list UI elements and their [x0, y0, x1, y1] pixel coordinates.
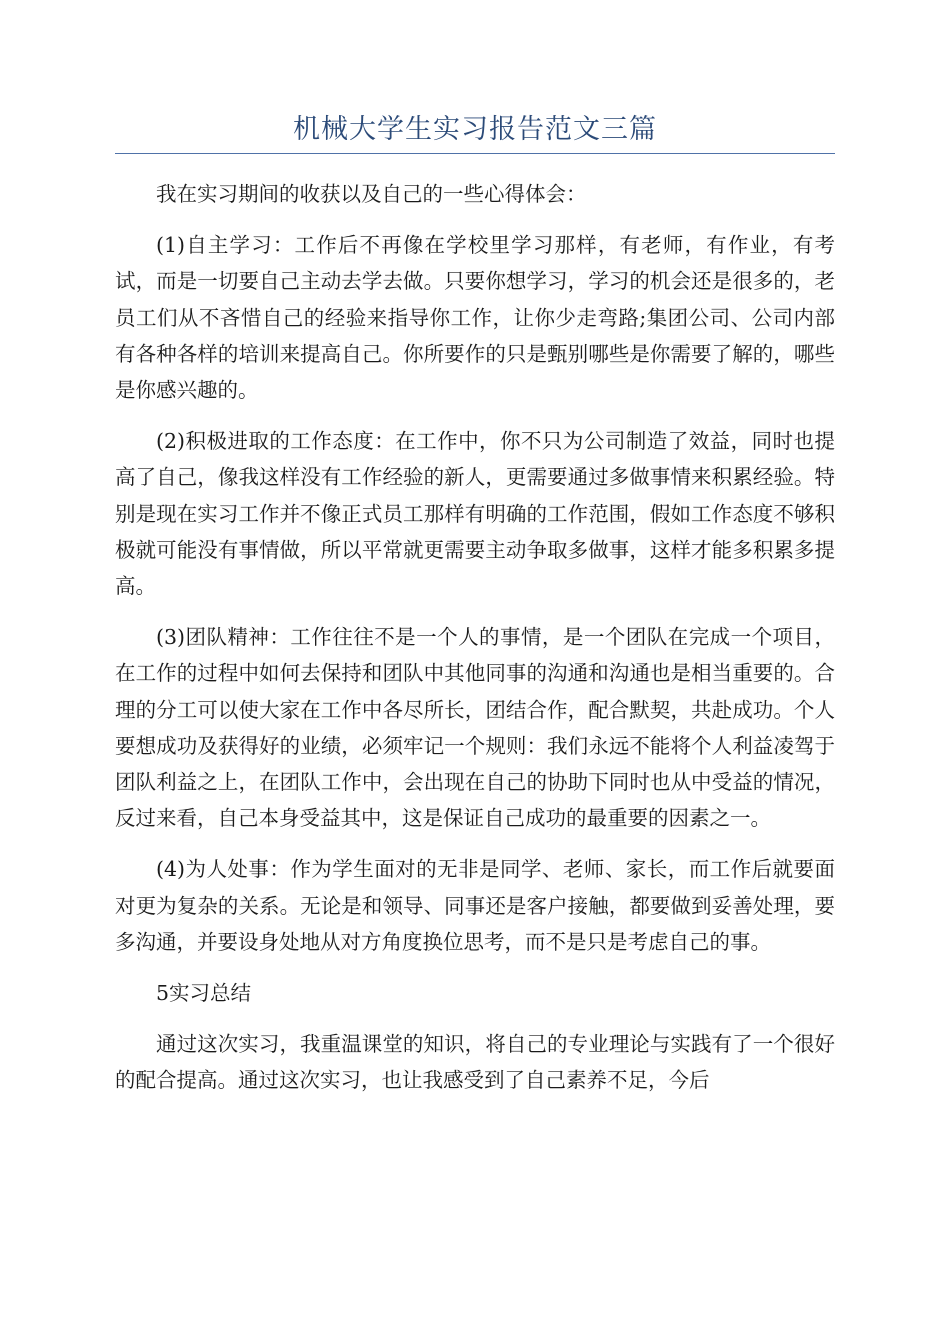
document-body [115, 176, 835, 1114]
paragraph-work-attitude: (2)积极进取的工作态度：在工作中，你不只为公司制造了效益，同时也提高了自己，像我这样没有工作经验的新人，更需要通过多做事情来积累经验。特别是现在实习工作并不像正式员工那样有明确的工作范围，假如工作态度不够积极就可能没有事情做，所以平常就更需要主动争取多做事，这样才能多积累多提高。 [115, 429, 835, 599]
document-title: 机械大学生实习报告范文三篇 [293, 114, 657, 145]
paragraph-summary: 通过这次实习，我重温课堂的知识，将自己的专业理论与实践有了一个很好的配合提高。通过这次实习，也让我感受到了自己素养不足，今后 [115, 1032, 835, 1093]
paragraph-interpersonal: (4)为人处事：作为学生面对的无非是同学、老师、家长，而工作后就要面对更为复杂的关系。无论是和领导、同事还是客户接触，都要做到妥善处理，要多沟通，并要设身处地从对方角度换位思考，而不是只是考虑自己的事。 [115, 857, 835, 954]
paragraph-team-spirit: (3)团队精神：工作往往不是一个人的事情，是一个团队在完成一个项目，在工作的过程中如何去保持和团队中其他同事的沟通和沟通也是相当重要的。合理的分工可以使大家在工作中各尽所长，团结合作，配合默契，共赴成功。个人要想成功及获得好的业绩，必须牢记一个规则：我们永远不能将个人利益凌驾于团队利益之上，在团队工作中，会出现在自己的协助下同时也从中受益的情况，反过来看，自己本身受益其中，这是保证自己成功的最重要的因素之一。 [115, 625, 835, 831]
title-underline [115, 153, 835, 154]
section-heading-summary: 5实习总结 [156, 981, 252, 1006]
paragraph-self-study: (1)自主学习：工作后不再像在学校里学习那样，有老师，有作业，有考试，而是一切要自己主动去学去做。只要你想学习，学习的机会还是很多的，老员工们从不吝惜自己的经验来指导你工作，让你少走弯路;集团公司、公司内部有各种各样的培训来提高自己。你所要作的只是甄别哪些是你需要了解的，哪些是你感兴趣的。 [115, 233, 835, 403]
intro-paragraph: 我在实习期间的收获以及自己的一些心得体会： [156, 182, 587, 206]
